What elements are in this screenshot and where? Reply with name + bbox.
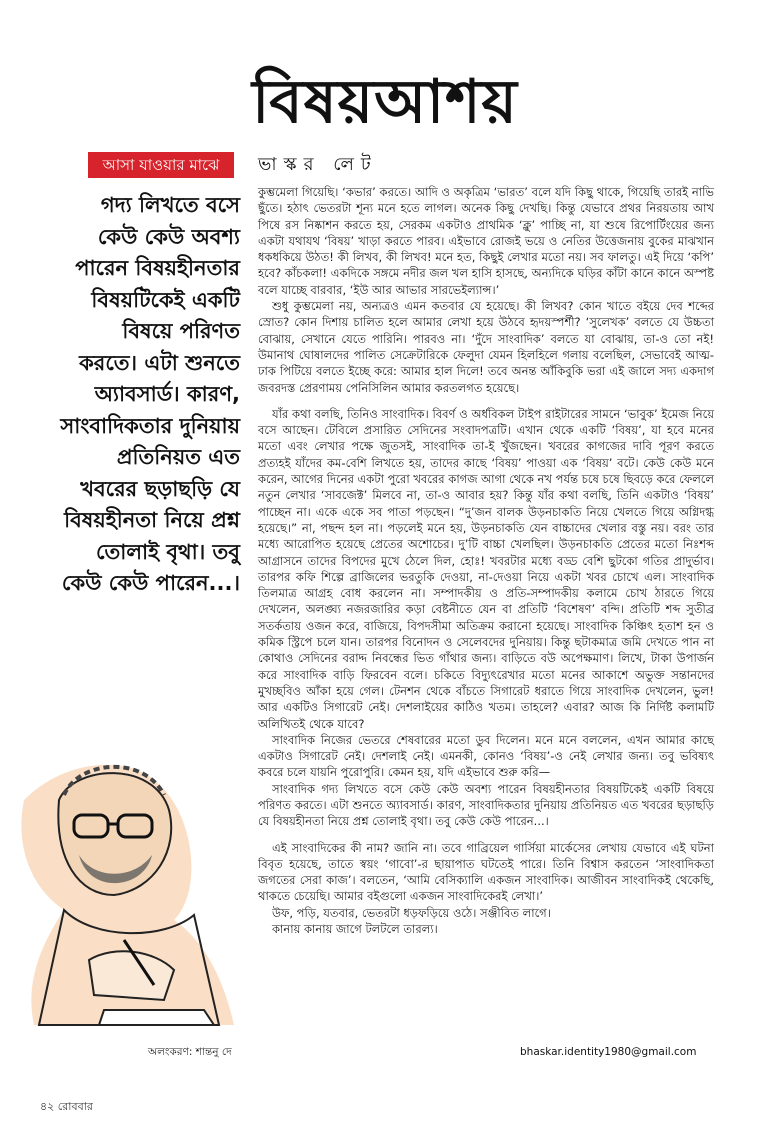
article-paragraph: যাঁর কথা বলছি, তিনিও সাংবাদিক। বিবর্ণ ও অর্ধবিকল টাইপ রাইটারের সামনে ‘ভাবুক’ ইমেজ নিয়ে বসে আছেন। টেবিলে প্রসারিত সেদিনের সংবাদপত্রটি। এখান থেকে একটি ‘বিষয়’, যা হবে মনের মতো এবং লেখার পক্ষে জুতসই, সাংবাদিক তা-ই খুঁজছেন। খবরের কাগজের দাবি পূরণ করতে প্রত্যহই যাঁদের কম-বেশি লিখতে হয়, তাদের কাছে ‘বিষয়’ পাওয়া এক ‘বিষয়’ বটে। কেউ কেউ মনে করেন, আগের দিনের একটা পুরো খবরের কাগজ আগা থেকে নখ পর্যন্ত চষে চষে ছিবড়ে করে ফেললে নতুন লেখার ‘সাবজেক্ট’ মিলবে না, তা-ও আবার হয়? কিন্তু যাঁর কথা বলছি, তিনি একটাও ‘বিষয়’ পাচ্ছেন না। একে একে সব পাতা পড়ছেন। “দু’জন বালক উড়নচাকতি নিয়ে খেলতে গিয়ে অগ্নিদগ্ধ হয়েছে।” না, পছন্দ হল না। পড়লেই মনে হয়, উড়নচাকতি যেন বাচ্চাদের খেলার বস্তু নয়। বরং তার মধ্যে আরোপিত হয়েছে প্রেতের অশোচের। দু’টি বাচ্চা খেলছিল। উড়নচাকতি প্রেতের মতো নিঃশব্দ আগ্রাসনে তাদের বিপদের মুখে ঠেলে দিল, হোঃ! খবরটার মধ্যে বড্ড বেশি ছুটকো গতির প্রাদুর্ভাব। তারপর কফি শিল্পে ব্রাজিলের ভরতুকি দেওয়া, না-দেওয়া নিয়ে একটা খবর চোখে এল। সাংবাদিক তিলমাত্র আগ্রহ বোধ করলেন না। সম্পাদকীয় ও প্রতি-সম্পাদকীয় কলামে চোখ ঠারতে গিয়ে দেখলেন, অলঙ্ঘ্য নজরজারির কড়া বেষ্টনীতে যেন বা প্রতিটি ‘বিশেষণ’ বন্দি। প্রতিটি শব্দ সুতীব্র সতর্কতায় ওজন করে, বাজিয়ে, বিপদসীমা অতিক্রম করানো হয়েছে। সাংবাদিক কিঞ্চিৎ হতাশ হন ও কমিক স্ট্রিপে চলে যান। তারপর বিনোদন ও সেলেবদের দুনিয়ায়। কিন্তু ছটাকমাত্র জমি দেখতে পান না কোথাও সেদিনের বরাদ্দ নিবন্ধের ভিত গাঁথার জন্য। বাড়িতে বউ অপেক্ষমাণ। লিখে, টাকা উপার্জন করে সাংবাদিক বাড়ি ফিরবেন বলে। চকিতে বিদ্যুৎরেখার মতো মনের আকাশে অভুক্ত সন্তানদের মুখচ্ছবিও আঁকা হয়ে গেল। টেনশন থেকে বাঁচতে সিগারেট ধরাতে গিয়ে সাংবাদিক দেখলেন, ভুল! আর একটিও সিগারেট নেই। দেশলাইয়ের কাঠিও খতম। তাহলে? এবার? আজ কি নির্দিষ্ট কলামটি অলিখিতই থেকে যাবে? [258,406,714,731]
journalist-illustration [4,740,244,1030]
article-body [258,184,714,937]
column-tag: আসা যাওয়ার মাঝে [88,152,234,178]
article-paragraph: সাংবাদিক গদ্য লিখতে বসে কেউ কেউ অবশ্য পারেন বিষয়হীনতার বিষয়টিকেই একটি বিষয়ে পরিণত করতে। এটা শুনতে অ্যাবসার্ড। কারণ, সাংবাদিকতার দুনিয়ায় প্রতিনিয়ত এত খবরের ছড়াছড়ি যে বিষয়হীনতা নিয়ে প্রশ্ন তোলাই বৃথা। তবু কেউ কেউ পারেন...। [258,781,714,829]
page-title: বিষয়আশয় [252,67,518,137]
page-folio: ৪২ রোববার [40,1100,93,1113]
author-email: bhaskar.identity1980@gmail.com [520,1046,697,1058]
article-paragraph: কানায় কানায় জাগে টলটলে তারল্য। [272,922,438,937]
article-paragraph: কুম্ভমেলা গিয়েছি। ‘কভার’ করতে। আদি ও অকৃত্রিম ‘ভারত’ বলে যদি কিছু থাকে, গিয়েছি তারই নাভি ছুঁতে। হঠাৎ ভেতরটা শূন্য মনে হতে লাগল। অনেক কিছু দেখছি। কিন্তু যেভাবে প্রথর নিরয়তায় আখ পিষে রস নিষ্কাশন করতে হয়, সেরকম একটাও প্রাথমিক ‘ক্লু’ পাচ্ছি না, যা শুষে রিপোর্টিংয়ের জন্য একটা যথাযথ ‘বিষয়’ খাড়া করতে পারব। এইভাবে রোজই ভয়ে ও নেতির উত্তেজনায় বুকের মাঝখান ধকধকিয়ে উঠত! কী লিখব, কী লিখব! মনে হত, কিছুই লেখার মতো নয়। সব ফালতু। এই দিয়ে ‘কপি’ হবে? কাঁচকলা! একদিকে সঙ্গমে নদীর জল খল হাসি হাসছে, অন্যদিকে ঘড়ির কাঁটা কানে কানে অস্পষ্ট বলে যাচ্ছে বারবার, ‘ইউ আর আভার সারভেইল্যান্স।’ [258,185,714,297]
article-paragraph: সাংবাদিক নিজের ভেতরে শেষবারের মতো ডুব দিলেন। মনে মনে বললেন, এখন আমার কাছে একটাও সিগারেট নেই। দেশলাই নেই। এমনকী, কোনও ‘বিষয়’-ও নেই লেখার জন্য। তবু ভবিষ্যৎ কবরে চলে যায়নি পুরোপুরি। কেমন হয়, যদি এইভাবে শুরু করি— [258,732,714,780]
article-paragraph: উফ, পড়ি, যতবার, ভেতরটা ধড়ফড়িয়ে ওঠে। সঞ্জীবিত লাগে। [272,905,551,920]
illustration-credit: অলংকরণ: শান্তনু দে [148,1046,232,1058]
article-paragraph: শুধু কুম্ভমেলা নয়, অন্যত্রও এমন কতবার যে হয়েছে। কী লিখব? কোন খাতে বইয়ে দেব শব্দের স্রোত? কোন দিশায় চালিত হলে আমার লেখা হয়ে উঠবে হৃদয়স্পর্শী? ‘সুলেখক’ বলতে যে উচ্চতা বোঝায়, সেখানে যেতে পারিনি। পারবও না। ‘দুঁদে সাংবাদিক’ বলতে যা বোঝায়, তা-ও তো নই! উমানাথ ঘোষালদের পালিত সেক্রেটারিকে ফেলুদা যেমন হিলহিলে গলায় বলেছিল, সেভাবেই আত্ম-ঢাক পিটিয়ে বলতে ইচ্ছে করে: আমার হাল দিলে! তবে অনন্ত আঁকিবুকি ভরা এই জালে সদ্য একদাগ জবরদস্ত প্রেরণাময় পেনিসিলিন আমার করতলগত হয়েছে। [258,299,714,395]
pull-quote [60,190,240,600]
article-paragraph: এই সাংবাদিকের কী নাম? জানি না। তবে গাব্রিয়েল গার্সিয়া মার্কেসের লেখায় যেভাবে এই ঘটনা বিবৃত হয়েছে, তাতে স্বয়ং ‘গাবো’-র ছায়াপাত ঘটতেই পারে। তিনি বিশ্বাস করতেন ‘সাংবাদিকতা জগতের সেরা কাজ’। বলতেন, ‘আমি বেসিক্যালি একজন সাংবাদিক। আজীবন সাংবাদিকই থেকেছি, থাকতে চেয়েছি। আমার বইগুলো একজন সাংবাদিকেরই লেখা।’ [258,840,714,904]
notebook-icon [99,1010,214,1025]
pull-quote-text: গদ্য লিখতে বসে কেউ কেউ অবশ্য পারেন বিষয়হীনতার বিষয়টিকেই একটি বিষয়ে পরিণত করতে। এটা শুনতে অ্যাবসার্ড। কারণ, সাংবাদিকতার দুনিয়ায় প্রতিনিয়ত এত খবরের ছড়াছড়ি যে বিষয়হীনতা নিয়ে প্রশ্ন তোলাই বৃথা। তবু কেউ কেউ পারেন...। [60,193,240,595]
author-byline: ভাস্কর লেট [258,154,378,175]
